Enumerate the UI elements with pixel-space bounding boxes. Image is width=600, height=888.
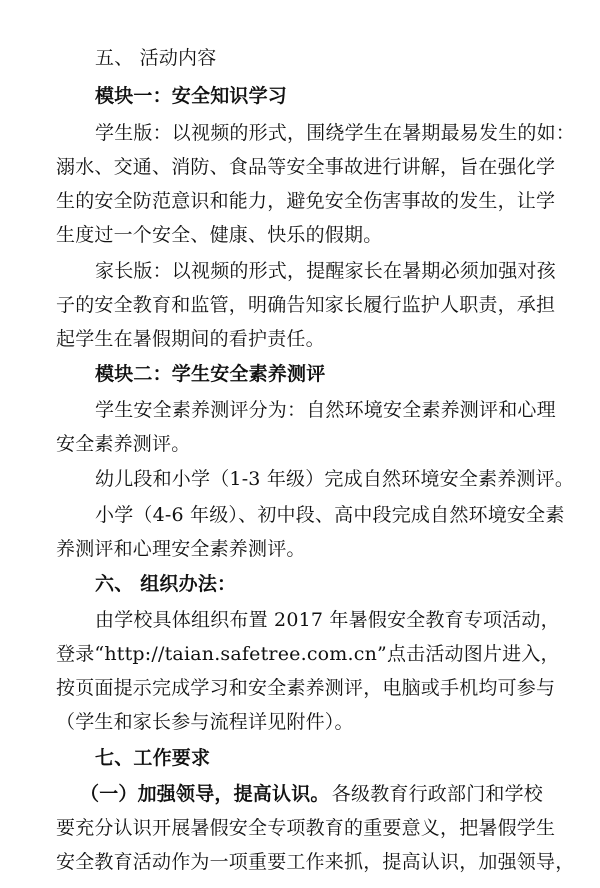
section-6-heading: 六、 组织办法： xyxy=(95,573,237,595)
item-1-first-text: 各级教育行政部门和学校 xyxy=(331,783,543,805)
module-2-title: 模块二：学生安全素养测评 xyxy=(95,363,326,385)
student-version-line-4: 生度过一个安全、健康、快乐的假期。 xyxy=(56,224,383,246)
student-version-line-1: 学生版：以视频的形式，围绕学生在暑期最易发生的如： xyxy=(95,122,576,144)
parent-version-line-2: 子的安全教育和监管，明确告知家长履行监护人职责，承担 xyxy=(56,294,556,316)
module-2-line-2: 安全素养测评。 xyxy=(56,433,191,455)
item-1-lead: （一）加强领导，提高认识。 xyxy=(80,783,330,805)
parent-version-line-1: 家长版：以视频的形式，提醒家长在暑期必须加强对孩 xyxy=(95,260,556,282)
section-6-line-2: 登录“http://taian.safetree.com.cn”点击活动图片进入， xyxy=(56,643,560,665)
item-1-line-2: 要充分认识开展暑假安全专项教育的重要意义，把暑假学生 xyxy=(56,817,556,839)
module-2-line-3: 幼儿段和小学（1-3 年级）完成自然环境安全素养测评。 xyxy=(95,468,575,490)
module-2-line-1: 学生安全素养测评分为：自然环境安全素养测评和心理 xyxy=(95,399,556,421)
student-version-line-3: 生的安全防范意识和能力，避免安全伤害事故的发生，让学 xyxy=(56,190,556,212)
section-5-heading: 五、 活动内容 xyxy=(95,47,217,69)
section-6-line-3: 按页面提示完成学习和安全素养测评，电脑或手机均可参与 xyxy=(56,677,556,699)
item-1-first-line xyxy=(80,782,543,806)
module-1-title: 模块一：安全知识学习 xyxy=(95,85,288,107)
section-6-line-1: 由学校具体组织布置 2017 年暑假安全教育专项活动， xyxy=(95,609,560,631)
section-6-line-4: （学生和家长参与流程详见附件）。 xyxy=(56,711,354,733)
parent-version-line-3: 起学生在暑假期间的看护责任。 xyxy=(56,328,325,350)
module-2-line-5: 养测评和心理安全素养测评。 xyxy=(56,538,306,560)
item-1-line-3: 安全教育活动作为一项重要工作来抓，提高认识，加强领导， xyxy=(56,851,575,873)
student-version-line-2: 溺水、交通、消防、食品等安全事故进行讲解，旨在强化学 xyxy=(56,156,556,178)
module-2-line-4: 小学（4-6 年级）、初中段、高中段完成自然环境安全素 xyxy=(95,504,565,526)
section-7-heading: 七、工作要求 xyxy=(95,747,211,769)
